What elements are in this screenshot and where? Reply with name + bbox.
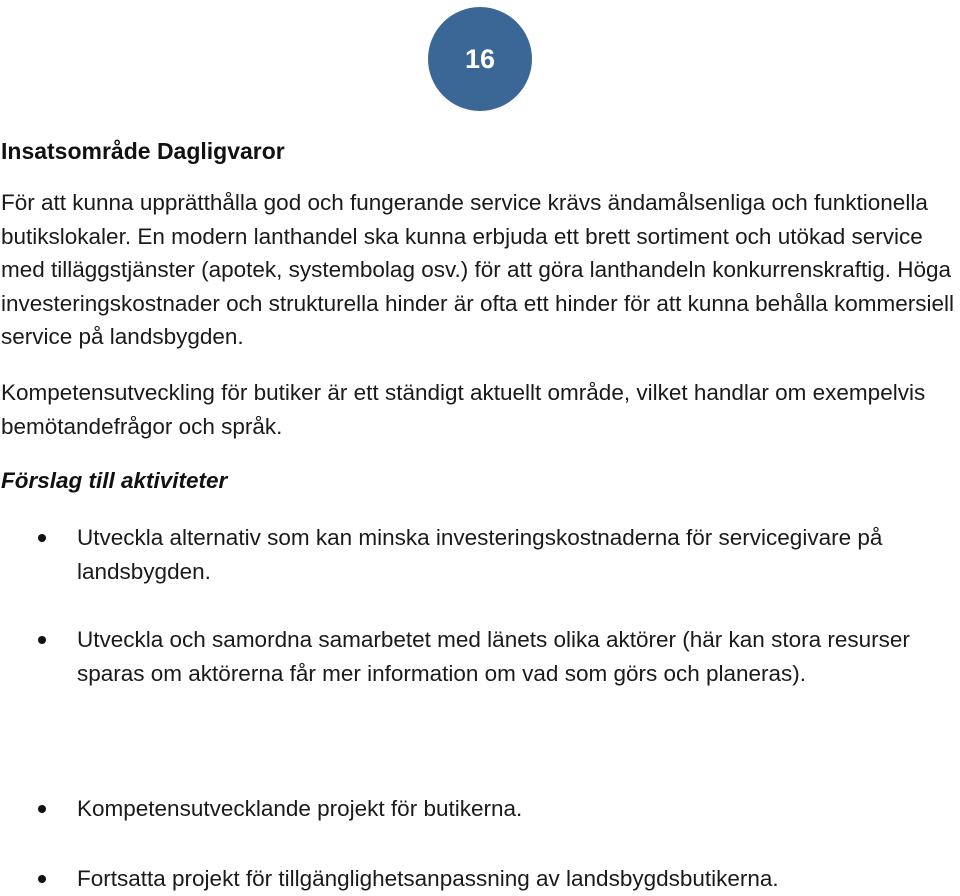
bullet-icon	[38, 875, 46, 883]
section-heading: Insatsområde Dagligvaror	[1, 138, 285, 164]
paragraph-intro: För att kunna upprätthålla god och fungerande service krävs ändamålsenliga och funktionella butikslokaler. En modern lanthandel ska kunna erbjuda ett brett sortiment och utökad service med tilläggstjänster (apotek, systembolag osv.) för att göra lanthandeln konkurrenskraftig. Höga investeringskostnader och strukturella hinder är ofta ett hinder för att kunna behålla kommersiell service på landsbygden.	[1, 190, 954, 350]
bullet-icon	[38, 534, 46, 542]
bullet-icon	[38, 636, 46, 644]
list-item-text: Utveckla och samordna samarbetet med länets olika aktörer (här kan stora resurser sparas om aktörerna får mer information om vad som görs och planeras).	[77, 627, 910, 686]
activities-heading: Förslag till aktiviteter	[1, 468, 228, 493]
list-item-text: Utveckla alternativ som kan minska investeringskostnaderna för servicegivare på landsbygden.	[77, 525, 883, 584]
page-number-badge	[428, 7, 532, 111]
list-item-text: Fortsatta projekt för tillgänglighetsanpassning av landsbygdsbutikerna.	[77, 866, 779, 891]
page-number: 16	[464, 43, 496, 74]
paragraph-competence: Kompetensutveckling för butiker är ett ständigt aktuellt område, vilket handlar om exempelvis bemötandefrågor och språk.	[1, 380, 926, 439]
bullet-icon	[38, 805, 46, 813]
list-item-text: Kompetensutvecklande projekt för butikerna.	[77, 796, 523, 821]
